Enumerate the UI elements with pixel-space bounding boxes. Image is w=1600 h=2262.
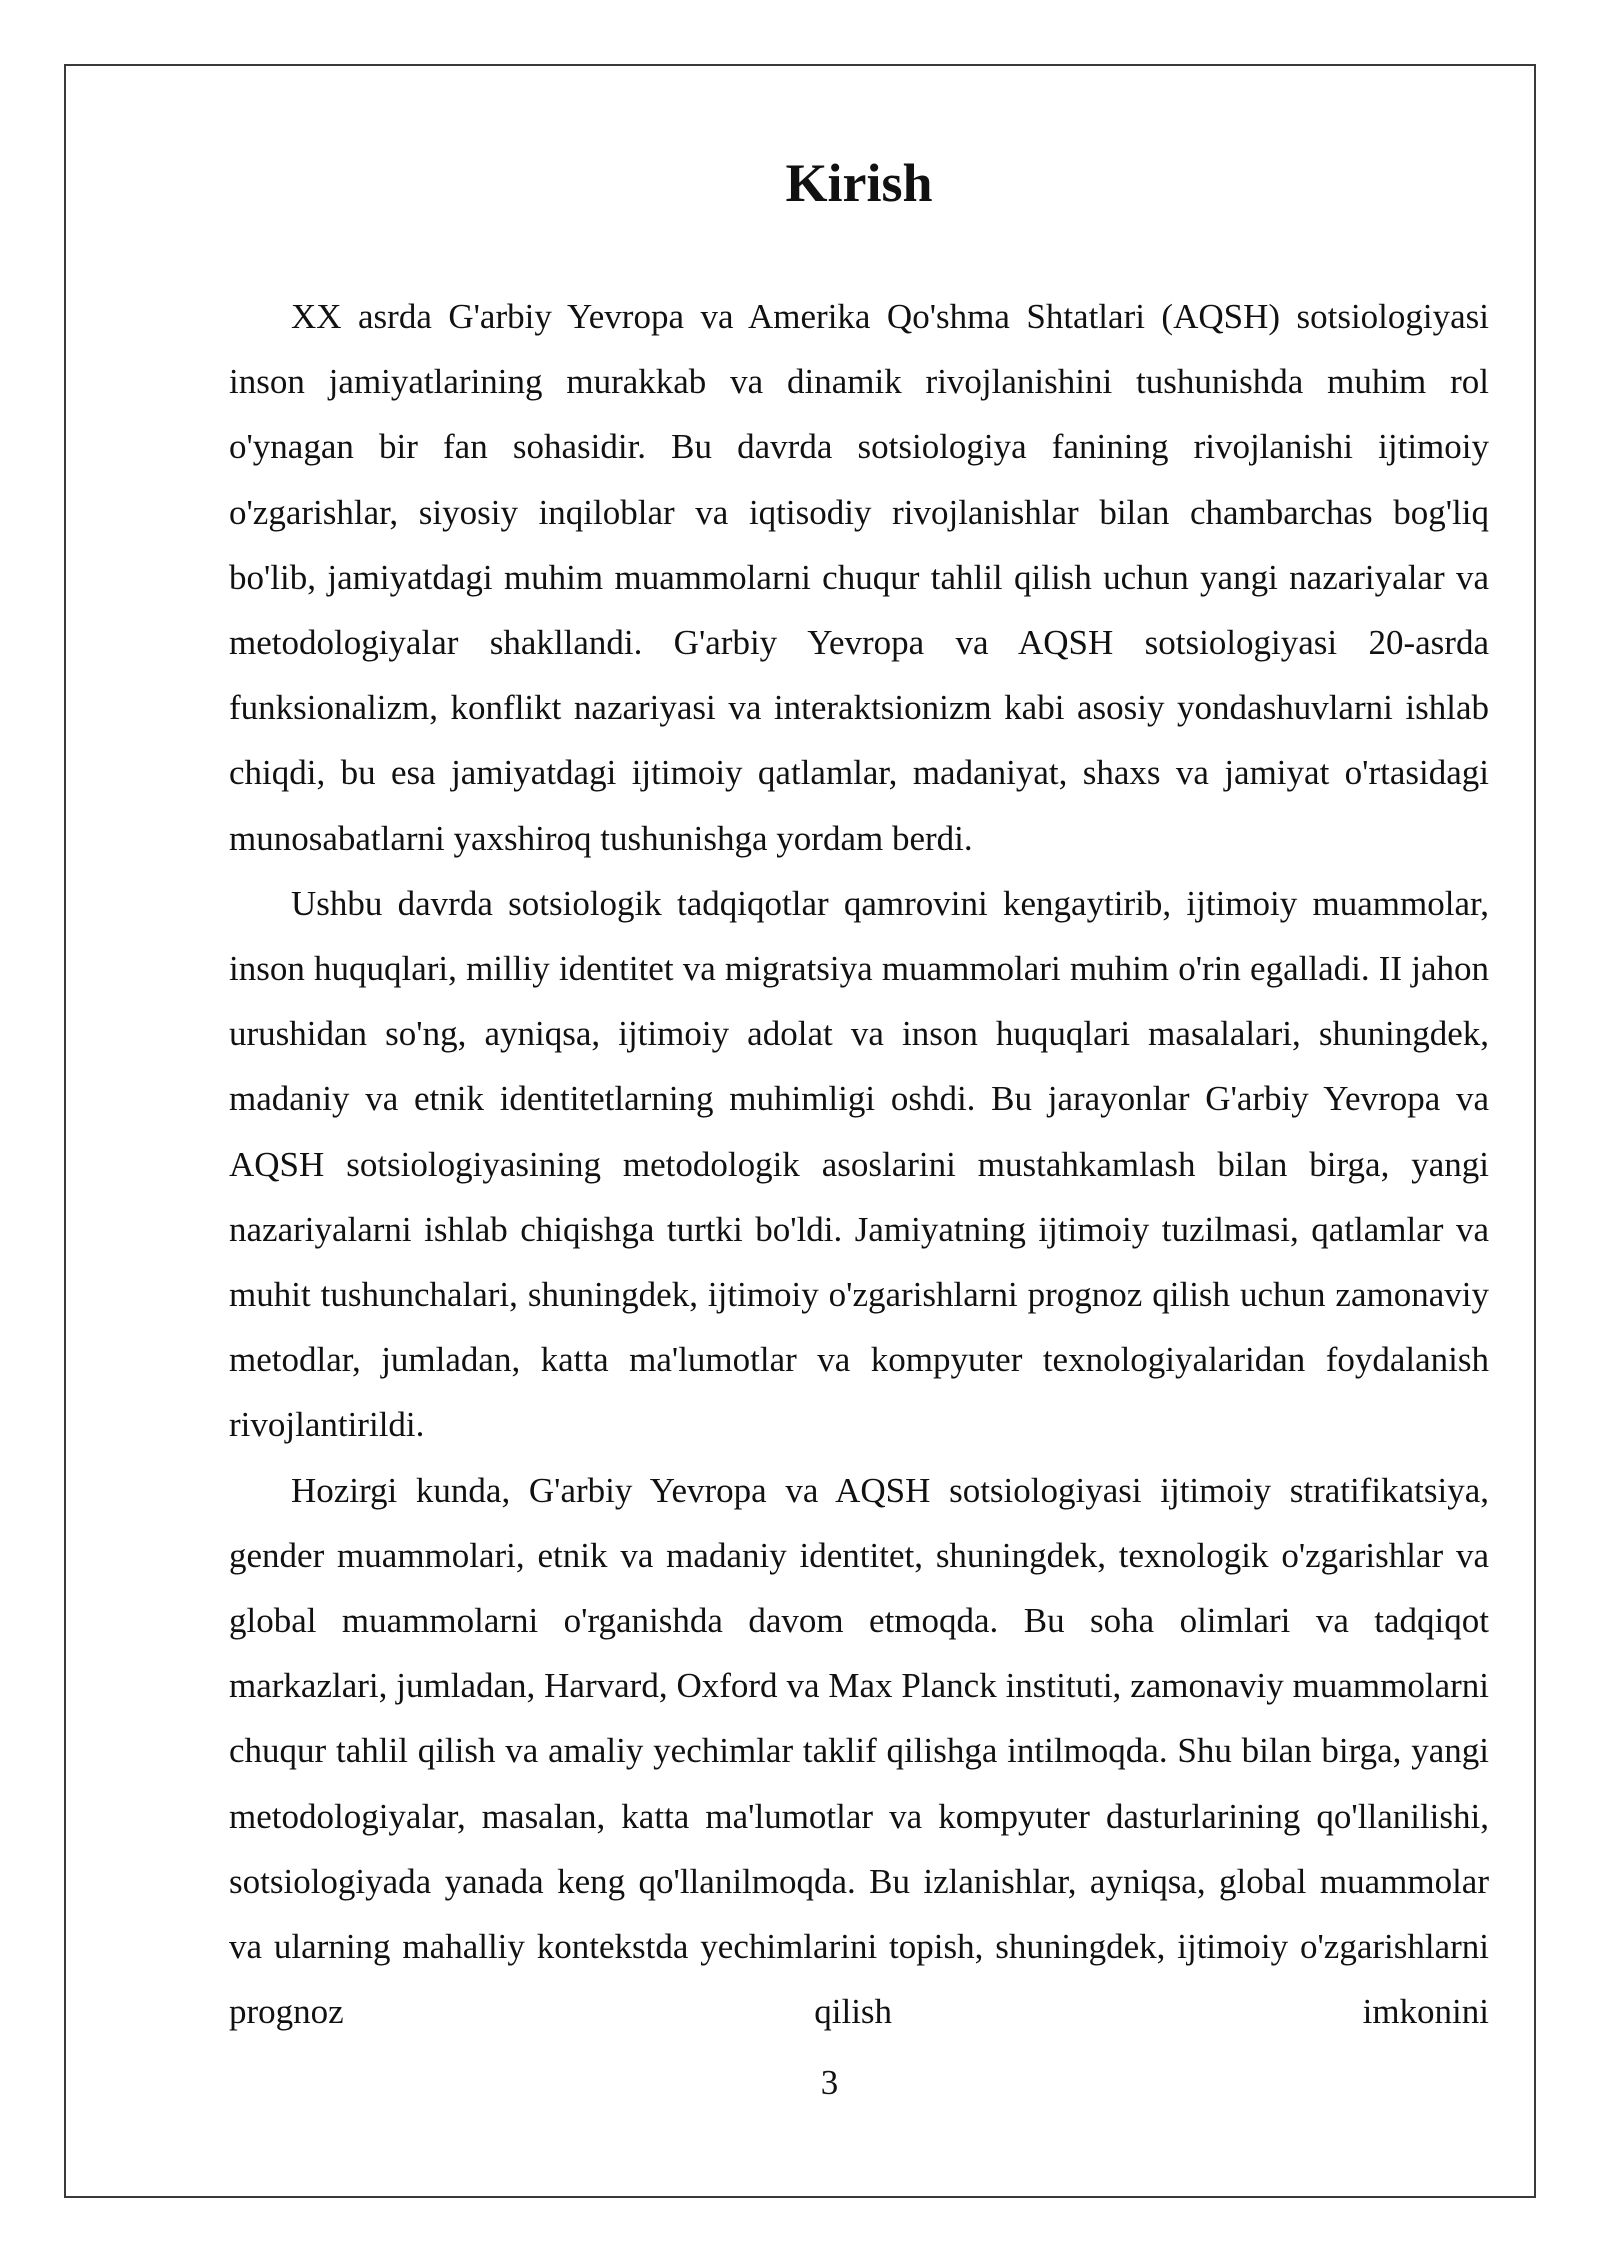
paragraph-1: XX asrda G'arbiy Yevropa va Amerika Qo'shma Shtatlari (AQSH) sotsiologiyasi inson jamiyatlarining murakkab va dinamik rivojlanishini tushunishda muhim rol o'ynagan bir fan sohasidir. Bu davrda sotsiologiya fanining rivojlanishi ijtimoiy o'zgarishlar, siyosiy inqiloblar va iqtisodiy rivojlanishlar bilan chambarchas bog'liq bo'lib, jamiyatdagi muhim muammolarni chuqur tahlil qilish uchun yangi nazariyalar va metodologiyalar shakllandi. G'arbiy Yevropa va AQSH sotsiologiyasi 20-asrda funksionalizm, konflikt nazariyasi va interaktsionizm kabi asosiy yondashuvlarni ishlab chiqdi, bu esa jamiyatdagi ijtimoiy qatlamlar, madaniyat, shaxs va jamiyat o'rtasidagi munosabatlarni yaxshiroq tushunishga yordam berdi. <box>229 297 1489 858</box>
page-title: Kirish <box>785 153 933 213</box>
page-number: 3 <box>820 2063 839 2102</box>
page-content <box>229 148 1489 2044</box>
paragraph-2: Ushbu davrda sotsiologik tadqiqotlar qamrovini kengaytirib, ijtimoiy muammolar, inson huquqlari, milliy identitet va migratsiya muammolari muhim o'rin egalladi. II jahon urushidan so'ng, ayniqsa, ijtimoiy adolat va inson huquqlari masalalari, shuningdek, madaniy va etnik identitetlarning muhimligi oshdi. Bu jarayonlar G'arbiy Yevropa va AQSH sotsiologiyasining metodologik asoslarini mustahkamlash bilan birga, yangi nazariyalarni ishlab chiqishga turtki bo'ldi. Jamiyatning ijtimoiy tuzilmasi, qatlamlar va muhit tushunchalari, shuningdek, ijtimoiy o'zgarishlarni prognoz qilish uchun zamonaviy metodlar, jumladan, katta ma'lumotlar va kompyuter texnologiyalaridan foydalanish rivojlantirildi. <box>229 883 1489 1445</box>
paragraph-3: Hozirgi kunda, G'arbiy Yevropa va AQSH sotsiologiyasi ijtimoiy stratifikatsiya, gender muammolari, etnik va madaniy identitet, shuningdek, texnologik o'zgarishlar va global muammolarni o'rganishda davom etmoqda. Bu soha olimlari va tadqiqot markazlari, jumladan, Harvard, Oxford va Max Planck instituti, zamonaviy muammolarni chuqur tahlil qilish va amaliy yechimlar taklif qilishga intilmoqda. Shu bilan birga, yangi metodologiyalar, masalan, katta ma'lumotlar va kompyuter dasturlarining qo'llanilishi, sotsiologiyada yanada keng qo'llanilmoqda. Bu izlanishlar, ayniqsa, global muammolar va ularning mahalliy kontekstda yechimlarini topish, shuningdek, ijtimoiy o'zgarishlarni prognoz qilish imkonini <box>229 1470 1489 2032</box>
